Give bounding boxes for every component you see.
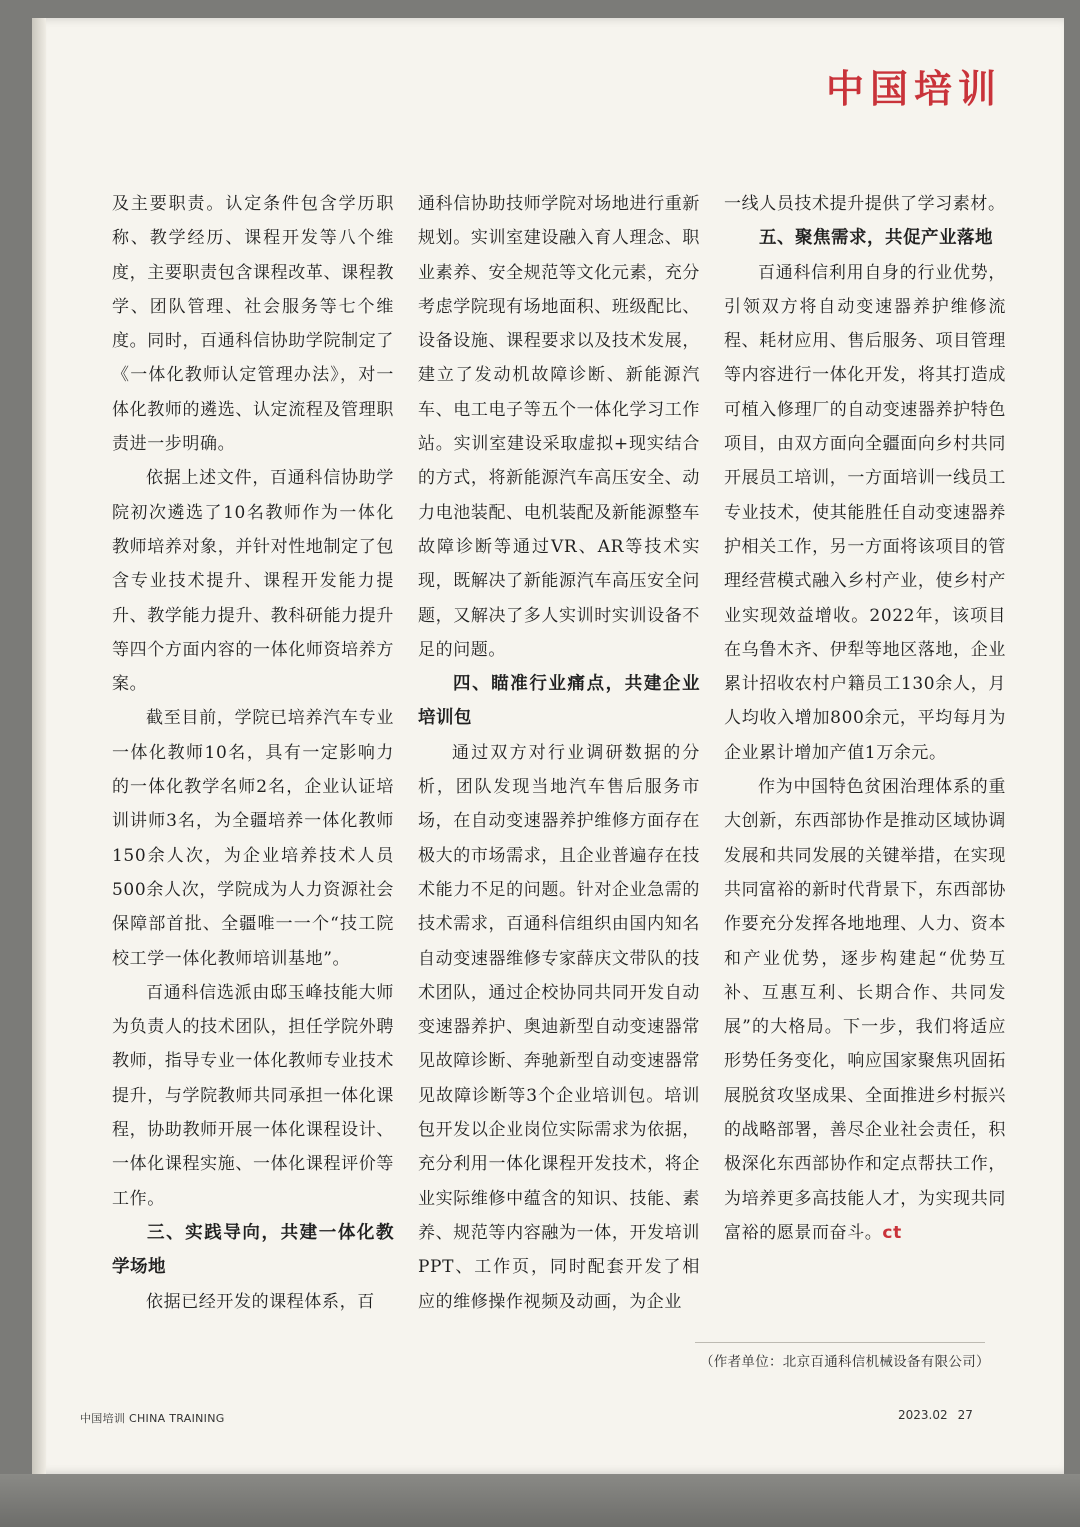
author-affiliation: （作者单位：北京百通科信机械设备有限公司）	[700, 1354, 990, 1370]
col1-paragraph-4: 百通科信选派由邸玉峰技能大师为负责人的技术团队，担任学院外聘教师，指导专业一体化教师专业技术提升，与学院教师共同承担一体化课程，协助教师开展一体化课程设计、一体化课程实施、一体化课程评价等工作。	[112, 982, 394, 1209]
footer-issue: 2023.02	[898, 1408, 948, 1422]
col1-paragraph-5: 依据已经开发的课程体系，百	[146, 1291, 375, 1312]
end-mark: ct	[882, 1222, 902, 1243]
footer-magazine-name: 中国培训 CHINA TRAINING	[80, 1412, 225, 1425]
section-heading-5: 五、聚焦需求，共促产业落地	[759, 228, 993, 249]
author-divider	[695, 1342, 985, 1343]
section-heading-4: 四、瞄准行业痛点，共建企业培训包	[418, 674, 700, 729]
column-2	[418, 187, 700, 1319]
col2-paragraph-1: 通科信协助技师学院对场地进行重新规划。实训室建设融入育人理念、职业素养、安全规范等文化元素，充分考虑学院现有场地面积、班级配比、设备设施、课程要求以及技术发展，建立了发动机故障诊断、新能源汽车、电工电子等五个一体化学习工作站。实训室建设采取虚拟+现实结合的方式，将新能源汽车高压安全、动力电池装配、电机装配及新能源整车故障诊断等通过VR、AR等技术实现，既解决了新能源汽车高压安全问题，又解决了多人实训时实训设备不足的问题。	[418, 194, 700, 660]
col3-paragraph-1: 一线人员技术提升提供了学习素材。	[724, 194, 1006, 214]
footer-issue-page	[898, 1408, 973, 1422]
col1-paragraph-1: 及主要职责。认定条件包含学历职称、教学经历、课程开发等八个维度，主要职责包含课程改革、课程教学、团队管理、社会服务等七个维度。同时，百通科信协助学院制定了《一体化教师认定管理办法》，对一体化教师的遴选、认定流程及管理职责进一步明确。	[112, 194, 394, 455]
col3-paragraph-3	[724, 770, 1006, 1250]
col3-paragraph-3-text: 作为中国特色贫困治理体系的重大创新，东西部协作是推动区域协调发展和共同发展的关键举措，在实现共同富裕的新时代背景下，东西部协作要充分发挥各地地理、人力、资本和产业优势，逐步构建起“优势互补、互惠互利、长期合作、共同发展”的大格局。下一步，我们将适应形势任务变化，响应国家聚焦巩固拓展脱贫攻坚成果、全面推进乡村振兴的战略部署，善尽企业社会责任，积极深化东西部协作和定点帮扶工作，为培养更多高技能人才，为实现共同富裕的愿景而奋斗。	[724, 777, 1006, 1243]
col3-paragraph-2: 百通科信利用自身的行业优势，引领双方将自动变速器养护维修流程、耗材应用、售后服务、项目管理等内容进行一体化开发，将其打造成可植入修理厂的自动变速器养护特色项目，由双方面向全疆面向乡村共同开展员工培训，一方面培训一线员工专业技术，使其能胜任自动变速器养护相关工作，另一方面将该项目的管理经营模式融入乡村产业，使乡村产业实现效益增收。2022年，该项目在乌鲁木齐、伊犁等地区落地，企业累计招收农村户籍员工130余人，月人均收入增加800余元，平均每月为企业累计增加产值1万余元。	[724, 262, 1006, 763]
magazine-logo: 中国培训	[826, 66, 1003, 111]
section-heading-3: 三、实践导向，共建一体化教学场地	[112, 1222, 394, 1278]
column-3	[724, 187, 1006, 1250]
col1-paragraph-2: 依据上述文件，百通科信协助学院初次遴选了10名教师作为一体化教师培养对象，并针对性地制定了包含专业技术提升、课程开发能力提升、教学能力提升、教科研能力提升等四个方面内容的一体化师资培养方案。	[112, 468, 394, 695]
page-number: 27	[957, 1408, 973, 1422]
col1-paragraph-3: 截至目前，学院已培养汽车专业一体化教师10名，具有一定影响力的一体化教学名师2名，企业认证培训讲师3名，为全疆培养一体化教师150余人次，为企业培养技术人员500余人次，学院成为人力资源社会保障部首批、全疆唯一一个“技工院校工学一体化教师培训基地”。	[112, 708, 394, 969]
col2-paragraph-2: 通过双方对行业调研数据的分析，团队发现当地汽车售后服务市场，在自动变速器养护维修方面存在极大的市场需求，且企业普遍存在技术能力不足的问题。针对企业急需的技术需求，百通科信组织由国内知名自动变速器维修专家薛庆文带队的技术团队，通过企校协同共同开发自动变速器养护、奥迪新型自动变速器常见故障诊断、奔驰新型自动变速器常见故障诊断等3个企业培训包。培训包开发以企业岗位实际需求为依据，充分利用一体化课程开发技术，将企业实际维修中蕴含的知识、技能、素养、规范等内容融为一体，开发培训PPT、工作页，同时配套开发了相应的维修操作视频及动画，为企业	[418, 742, 700, 1312]
scan-background-strip	[0, 1474, 1080, 1527]
column-1	[112, 187, 394, 1319]
page-spine-shadow	[32, 18, 46, 1474]
